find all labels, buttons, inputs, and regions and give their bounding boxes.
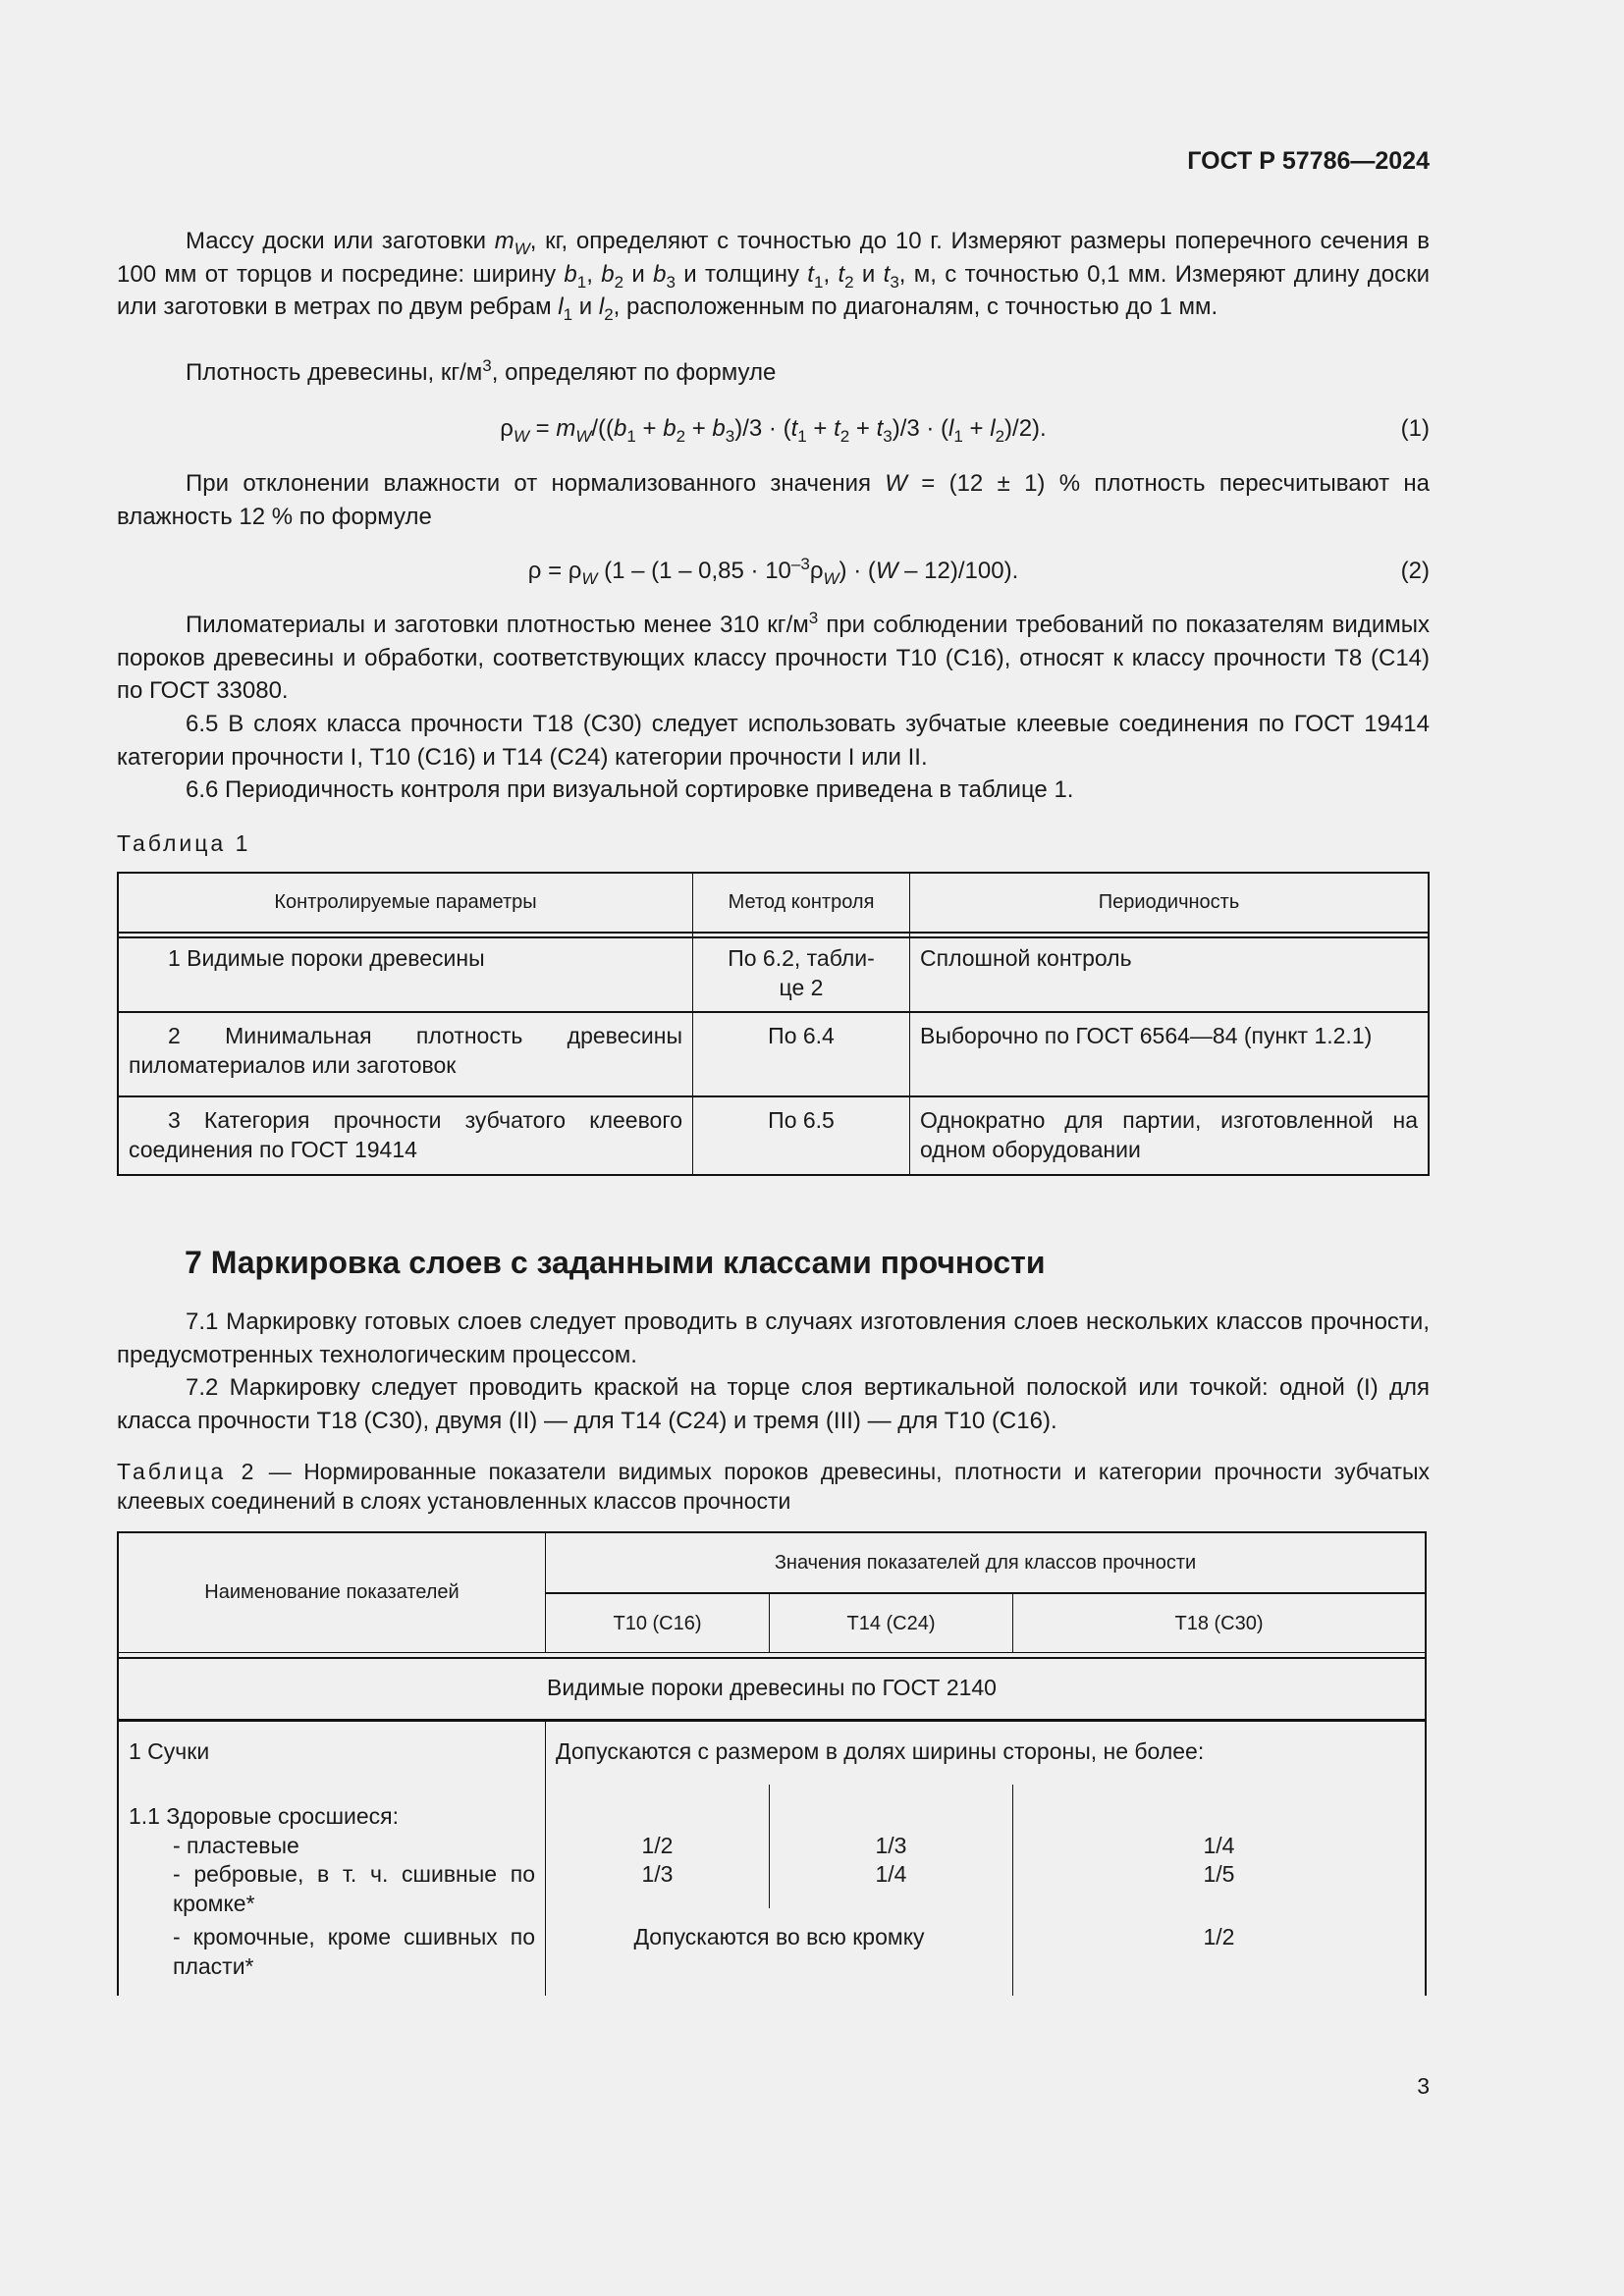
table-row-2-parameter: 2 Минимальная плотность древесины пиломатериалов или заготовок	[129, 1023, 682, 1078]
text-segment: b	[712, 415, 726, 442]
paragraph-density	[117, 356, 1430, 390]
text-segment: Плотность древесины, кг/м	[186, 359, 483, 386]
text-segment: t	[807, 260, 814, 288]
formula-1-expr	[117, 412, 1430, 446]
table2-sub-plast: - пластевые	[173, 1833, 299, 1858]
paragraph-6-6	[117, 774, 1430, 807]
table2-item-1-value: Допускаются с размером в долях ширины стороны, не более:	[556, 1738, 1205, 1764]
text-segment: )/3 · (	[734, 415, 791, 442]
table2-item-1: 1 Сучки	[129, 1738, 210, 1764]
text-segment: и толщину	[675, 260, 808, 288]
table2-class-t14: Т14 (С24)	[846, 1613, 936, 1634]
table2-class-t18: Т18 (С30)	[1174, 1613, 1264, 1634]
paragraph-7-2	[117, 1371, 1430, 1437]
text-segment: (1 – (1 – 0,85 · 10	[597, 558, 791, 584]
table2-plast-t14: 1/3	[875, 1833, 907, 1858]
table-row-3-parameter: 3 Категория прочности зубчатого клеевого соединения по ГОСТ 19414	[129, 1107, 682, 1162]
paragraph-7-1	[117, 1306, 1430, 1371]
text-segment: )/3 · (	[892, 415, 949, 442]
text-segment: /((	[591, 415, 615, 442]
text-segment: b	[601, 260, 615, 288]
text-segment: 1	[813, 272, 824, 292]
formula-2	[117, 555, 1430, 588]
text-segment: Пиломатериалы и заготовки плотностью менее 310 кг/м	[186, 612, 809, 638]
table2-header-values: Значения показателей для классов прочности	[774, 1552, 1197, 1574]
table2-caption-label: Таблица 2	[117, 1459, 257, 1484]
section-7-heading: 7 Маркировка слоев с заданными классами прочности	[185, 1245, 1046, 1280]
text-segment: W	[513, 427, 529, 446]
table2-rebr-t18: 1/5	[1203, 1861, 1235, 1887]
text-segment: , кг, определяют с точностью до 10 г. Измеряют размеры поперечного сечения в 100 мм от торцов и посредине: ширину	[117, 228, 1430, 288]
text-segment: m	[556, 415, 576, 442]
text-segment: b	[653, 260, 667, 288]
table2-sub-rebr: - ребровые, в т. ч. сшивные по кромке*	[173, 1861, 535, 1916]
text-segment: ) · (	[839, 558, 876, 584]
table2-class-t10: Т10 (С16)	[613, 1613, 702, 1634]
text-segment: , расположенным по диагоналям, с точностью до 1 мм.	[613, 294, 1218, 320]
text-segment: 2	[839, 427, 850, 446]
text-segment: 7.2 Маркировку следует проводить краской на торце слоя вертикальной полоской или точкой: одной (I) для класса прочности Т18 (С30), двумя (II) — для Т14 (С24) и тремя (III) — для Т10 (С16).	[117, 1374, 1430, 1434]
paragraph-lumber	[117, 609, 1430, 708]
text-segment: 2	[676, 427, 686, 446]
text-segment: W	[885, 470, 907, 497]
text-segment: W	[581, 569, 598, 588]
text-segment: , определяют по формуле	[491, 359, 777, 386]
text-segment: m	[494, 228, 514, 254]
formula-2-expr	[117, 555, 1430, 588]
table2-rebr-t14: 1/4	[875, 1861, 907, 1887]
text-segment: +	[962, 415, 991, 442]
text-segment: ρ = ρ	[527, 558, 582, 584]
text-segment: b	[614, 415, 627, 442]
text-segment: 1	[797, 427, 807, 446]
table2-rebr-t10: 1/3	[641, 1861, 674, 1887]
table2-item-1-1: 1.1 Здоровые сросшиеся:	[129, 1803, 400, 1829]
text-segment: – 12)/100).	[897, 558, 1019, 584]
text-segment: 1	[563, 305, 573, 324]
table-row-1-periodicity: Сплошной контроль	[920, 945, 1132, 971]
text-segment: и	[623, 260, 654, 288]
text-segment: W	[514, 240, 530, 258]
table2-sub-krom: - кромочные, кроме сшивных по пласти*	[173, 1924, 535, 1979]
text-segment: l	[990, 415, 996, 442]
table-row-1-method: По 6.2, табли-це 2	[728, 945, 875, 1000]
text-segment: 2	[604, 305, 614, 324]
table2-caption	[117, 1457, 1430, 1516]
text-segment: l	[598, 294, 605, 320]
text-segment: 3	[482, 356, 492, 375]
text-segment: t	[876, 415, 884, 442]
text-segment: Массу доски или заготовки	[186, 228, 495, 254]
page-number: 3	[1417, 2073, 1430, 2099]
text-segment: 2	[614, 272, 624, 292]
table1-header-parameters: Контролируемые параметры	[274, 891, 537, 913]
text-segment: 6.5 В слоях класса прочности Т18 (С30) следует использовать зубчатые клеевые соединения по ГОСТ 19414 категории прочности I, Т10 (С16) и Т14 (С24) категории прочности I или II.	[117, 711, 1430, 771]
text-segment: 3	[890, 272, 899, 292]
text-segment: ρ	[500, 415, 514, 442]
text-segment: t	[790, 415, 798, 442]
text-segment: 2	[844, 272, 854, 292]
text-segment: t	[834, 415, 840, 442]
text-segment: и	[853, 260, 884, 288]
document-id: ГОСТ Р 57786—2024	[1187, 147, 1430, 175]
text-segment: +	[849, 415, 877, 442]
text-segment: l	[948, 415, 954, 442]
text-segment: ,	[586, 260, 602, 288]
formula-1-number: (1)	[1400, 415, 1430, 442]
text-segment: 1	[953, 427, 963, 446]
table1-header-periodicity: Периодичность	[1098, 891, 1240, 913]
text-segment: 6.6 Периодичность контроля при визуальной сортировке приведена в таблице 1.	[186, 776, 1074, 803]
text-segment: W	[823, 569, 839, 588]
text-segment: =	[528, 415, 557, 442]
table2-header-name: Наименование показателей	[204, 1581, 460, 1603]
text-segment: 3	[725, 427, 735, 446]
table-row-3-periodicity: Однократно для партии, изготовленной на одном оборудовании	[920, 1107, 1418, 1162]
formula-1	[117, 412, 1430, 446]
table1-caption: Таблица 1	[117, 830, 251, 856]
text-segment: b	[663, 415, 677, 442]
paragraph-mass	[117, 225, 1430, 324]
text-segment: W	[575, 427, 592, 446]
paragraph-6-5	[117, 708, 1430, 774]
text-segment: ,	[823, 260, 839, 288]
table2-plast-t10: 1/2	[641, 1833, 674, 1858]
text-segment: и	[572, 294, 599, 320]
text-segment: 3	[666, 272, 676, 292]
text-segment: +	[806, 415, 835, 442]
text-segment: t	[838, 260, 845, 288]
text-segment: 7.1 Маркировку готовых слоев следует проводить в случаях изготовления слоев нескольких классов прочности, предусмотренных технологическим процессом.	[117, 1308, 1430, 1368]
text-segment: 1	[626, 427, 636, 446]
paragraph-humidity	[117, 467, 1430, 533]
table2-plast-t18: 1/4	[1203, 1833, 1235, 1858]
text-segment: , м, с точностью 0,1 мм. Измеряют длину доски или заготовки в метрах по двум ребрам	[117, 260, 1430, 320]
table2-krom-t10-t14: Допускаются во всю кромку	[633, 1924, 925, 1949]
text-segment: 3	[808, 609, 819, 627]
text-segment: +	[635, 415, 664, 442]
table-row-1-parameter: 1 Видимые пороки древесины	[168, 945, 485, 971]
text-segment: +	[685, 415, 713, 442]
table2-krom-t18: 1/2	[1203, 1924, 1235, 1949]
text-segment: 1	[576, 272, 587, 292]
text-segment: = (12 ± 1) % плотность пересчитывают на влажность 12 % по формуле	[117, 470, 1430, 530]
text-segment: )/2).	[1004, 415, 1047, 442]
table-row-2-method: По 6.4	[768, 1023, 835, 1048]
text-segment: При отклонении влажности от нормализованного значения	[186, 470, 886, 497]
text-segment: 3	[883, 427, 893, 446]
table-row-3-method: По 6.5	[768, 1107, 835, 1133]
formula-2-number: (2)	[1400, 558, 1430, 584]
text-segment: при соблюдении требований по показателям видимых пороков древесины и обработки, соответствующих классу прочности Т10 (С16), относят к классу прочности Т8 (С14) по ГОСТ 33080.	[117, 612, 1430, 704]
text-segment: ρ	[809, 558, 824, 584]
text-segment: t	[883, 260, 891, 288]
text-segment: 2	[995, 427, 1005, 446]
table1-header-method: Метод контроля	[728, 891, 875, 913]
table2-section-row: Видимые пороки древесины по ГОСТ 2140	[547, 1675, 997, 1700]
table2-caption-text: — Нормированные показатели видимых пороков древесины, плотности и категории прочности зубчатых клеевых соединений в слоях установленных классов прочности	[117, 1459, 1430, 1514]
text-segment: b	[564, 260, 577, 288]
table-row-2-periodicity: Выборочно по ГОСТ 6564—84 (пункт 1.2.1)	[920, 1023, 1373, 1048]
text-segment: l	[558, 294, 564, 320]
text-segment: –3	[790, 555, 810, 573]
text-segment: W	[875, 558, 898, 584]
